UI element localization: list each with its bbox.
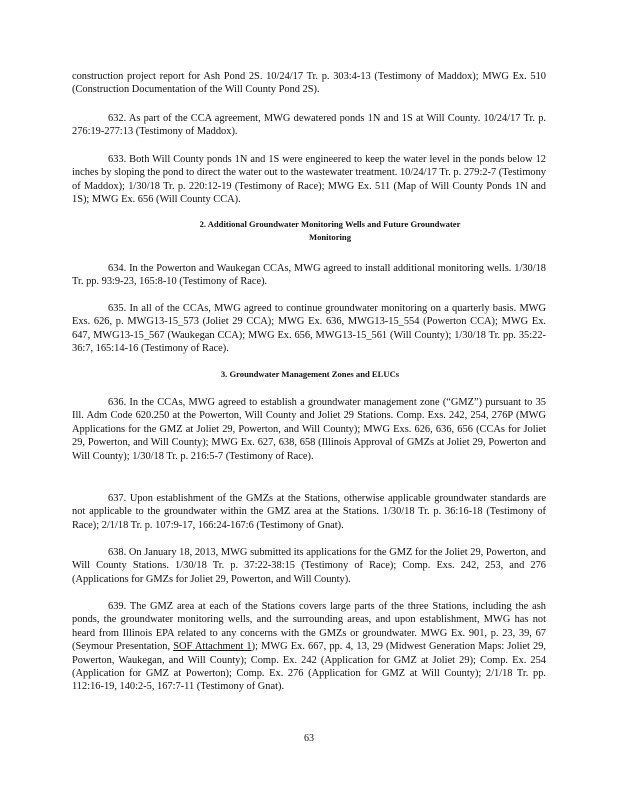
- section-heading-2: [120, 218, 540, 244]
- paragraph-639-text-start: 639. The GMZ area at each of the Stations covers large parts of the three Stations, including the ash ponds, the groundwater monitoring wells, and the surrounding areas, and upon establishment, MWG has not heard from Illinois EPA related to any concerns with the GMZs or groundwater. MWG Ex. 901, p. 23, 39, 67 (Seymour Presentation,: [72, 601, 546, 653]
- section-heading-2-line2: Monitoring: [308, 232, 351, 242]
- paragraph-639-text-end: ); MWG Ex. 667, pp. 4, 13, 29 (Midwest Generation Maps: Joliet 29, Powerton, Waukegan, and Will County); Comp. Ex. 242 (Application for GMZ at Joliet 29); Comp. Ex. 254 (Application for GMZ at Powerton); Comp. Ex. 276 (Application for GMZ at Will County); 2/1/18 Tr. pp. 112:16-19, 140:2-5, 167:7-11 (Testimony of Gnat).: [72, 641, 547, 693]
- paragraph-634: 634. In the Powerton and Waukegan CCAs, MWG agreed to install additional monitoring wells. 1/30/18 Tr. pp. 93:9-23, 165:8-10 (Testimony of Race).: [72, 263, 546, 288]
- page-number: 63: [304, 733, 314, 744]
- paragraph-639: [72, 600, 546, 694]
- paragraph-636: 636. In the CCAs, MWG agreed to establish a groundwater management zone (“GMZ”) pursuant to 35 Ill. Adm Code 620.250 at the Powerton, Will County and Joliet 29 Stations. Comp. Exs. 242, 254, 276P (MWG Applications for the GMZ at Joliet 29, Powerton, and Will County); MWG Exs. 626, 636, 656 (CCAs for Joliet 29, Powerton, and Will County); MWG Ex. 627, 638, 658 (Illinois Approval of GMZs at Joliet 29, Powerton and Will County); 1/30/18 Tr. p. 216:5-7 (Testimony of Race).: [72, 397, 546, 462]
- section-heading-2-line1: 2. Additional Groundwater Monitoring Wells and Future Groundwater: [199, 219, 461, 229]
- paragraph-635: 635. In all of the CCAs, MWG agreed to continue groundwater monitoring on a quarterly basis. MWG Exs. 626, p. MWG13-15_573 (Joliet 29 CCA); MWG Ex. 636, MWG13-15_554 (Powerton CCA); MWG Ex. 647, MWG13-15_567 (Waukegan CCA); MWG Ex. 656, MWG13-15_561 (Will County); 1/30/18 Tr. pp. 35:22-36:7, 165:14-16 (Testimony of Race).: [72, 303, 546, 355]
- section-heading-3: 3. Groundwater Management Zones and ELUCs: [220, 369, 400, 379]
- sof-attachment-link[interactable]: SOF Attachment 1: [173, 641, 252, 653]
- paragraph-633: 633. Both Will County ponds 1N and 1S were engineered to keep the water level in the ponds below 12 inches by sloping the pond to direct the water out to the wastewater treatment. 10/24/17 Tr. p. 279:2-7 (Testimony of Maddox); 1/30/18 Tr. p. 220:12-19 (Testimony of Race); MWG Ex. 511 (Map of Will County Ponds 1N and 1S); MWG Ex. 656 (Will County CCA).: [72, 154, 546, 206]
- paragraph-637: 637. Upon establishment of the GMZs at the Stations, otherwise applicable groundwater standards are not applicable to the groundwater within the GMZ area at the Stations. 1/30/18 Tr. p. 36:16-18 (Testimony of Race); 2/1/18 Tr. p. 107:9-17, 166:24-167:6 (Testimony of Gnat).: [72, 493, 546, 531]
- paragraph-continued: construction project report for Ash Pond 2S. 10/24/17 Tr. p. 303:4-13 (Testimony of Maddox); MWG Ex. 510 (Construction Documentation of the Will County Pond 2S).: [72, 71, 546, 96]
- paragraph-632: 632. As part of the CCA agreement, MWG dewatered ponds 1N and 1S at Will County. 10/24/17 Tr. p. 276:19-277:13 (Testimony of Maddox).: [72, 113, 546, 138]
- paragraph-638: 638. On January 18, 2013, MWG submitted its applications for the GMZ for the Joliet 29, Powerton, and Will County Stations. 1/30/18 Tr. p. 37:22-38:15 (Testimony of Race); Comp. Exs. 242, 253, and 276 (Applications for GMZs for Joliet 29, Powerton, and Will County).: [72, 547, 546, 585]
